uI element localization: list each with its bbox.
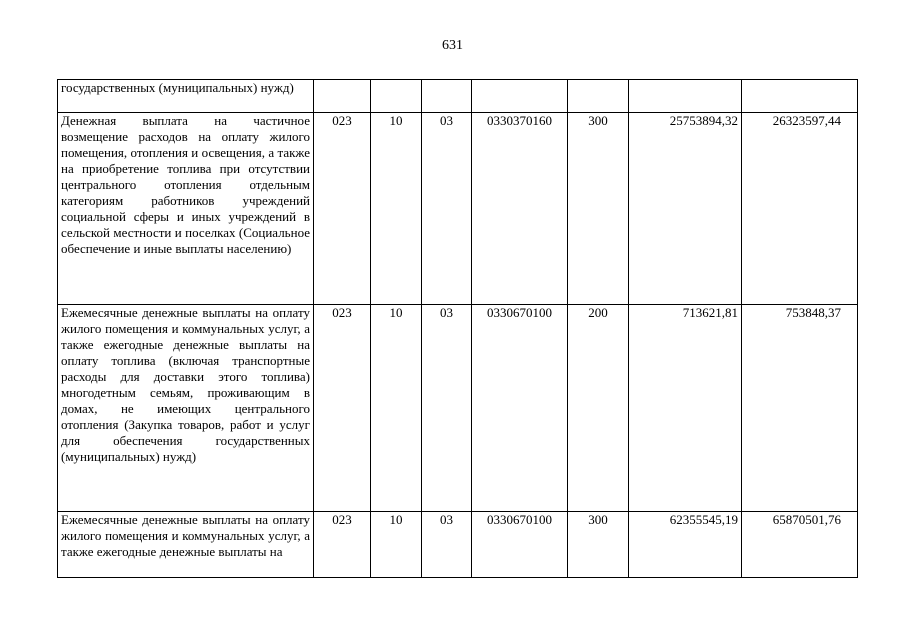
- table-row: [58, 80, 858, 113]
- ministry-code: 023: [314, 113, 371, 305]
- ministry-code: 023: [314, 305, 371, 512]
- amount-year-2: 26323597,44: [742, 113, 858, 305]
- target-article-code: 0330670100: [472, 512, 568, 578]
- amount-year-2: [742, 80, 858, 113]
- section-code: 10: [371, 113, 422, 305]
- table-row: [58, 512, 858, 578]
- target-article-code: 0330670100: [472, 305, 568, 512]
- amount-year-1: 62355545,19: [629, 512, 742, 578]
- subsection-code: 03: [422, 305, 472, 512]
- table-row: [58, 113, 858, 305]
- section-code: 10: [371, 512, 422, 578]
- page-number: 631: [442, 38, 463, 53]
- row-description: Ежемесячные денежные выплаты на оплату жилого помещения и коммунальных услуг, а также ежегодные денежные выплаты на: [58, 512, 314, 578]
- target-article-code: [472, 80, 568, 113]
- amount-year-2: 65870501,76: [742, 512, 858, 578]
- row-description: Денежная выплата на частичное возмещение расходов на оплату жилого помещения, отопления и освещения, а также на приобретение топлива при отсутствии центрального отопления отдельным категориям работников учреждений социальной сферы и иных учреждений в сельской местности и поселках (Социальное обеспечение и иные выплаты населению): [58, 113, 314, 305]
- amount-year-2: 753848,37: [742, 305, 858, 512]
- budget-table: [57, 79, 858, 578]
- expense-type-code: 300: [568, 113, 629, 305]
- table-row: [58, 305, 858, 512]
- row-description: Ежемесячные денежные выплаты на оплату жилого помещения и коммунальных услуг, а также ежегодные денежные выплаты на оплату топлива (включая транспортные расходы для доставки этого топлива) многодетным семьям, проживающим в домах, не имеющих центрального отопления (Закупка товаров, работ и услуг для обеспечения государственных (муниципальных) нужд): [58, 305, 314, 512]
- ministry-code: [314, 80, 371, 113]
- expense-type-code: [568, 80, 629, 113]
- subsection-code: 03: [422, 512, 472, 578]
- expense-type-code: 300: [568, 512, 629, 578]
- ministry-code: 023: [314, 512, 371, 578]
- subsection-code: 03: [422, 113, 472, 305]
- amount-year-1: 25753894,32: [629, 113, 742, 305]
- target-article-code: 0330370160: [472, 113, 568, 305]
- section-code: 10: [371, 305, 422, 512]
- amount-year-1: 713621,81: [629, 305, 742, 512]
- subsection-code: [422, 80, 472, 113]
- row-description: государственных (муниципальных) нужд): [58, 80, 314, 113]
- expense-type-code: 200: [568, 305, 629, 512]
- section-code: [371, 80, 422, 113]
- amount-year-1: [629, 80, 742, 113]
